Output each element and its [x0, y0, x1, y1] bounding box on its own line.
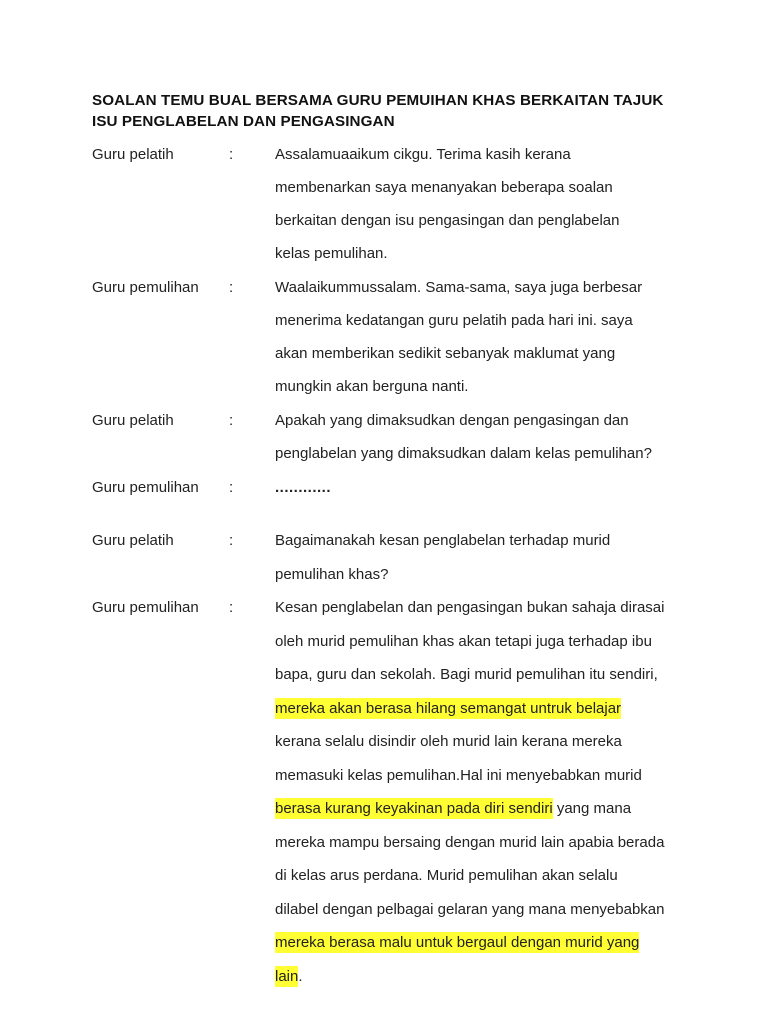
dialogue-line: mungkin akan berguna nanti.: [275, 378, 469, 395]
dialogue-line: kerana selalu disindir oleh murid lain kerana mereka: [275, 733, 622, 750]
dialogue-line: mereka mampu bersaing dengan murid lain apabia berada: [275, 834, 665, 851]
dialogue-line: Assalamuaaikum cikgu. Terima kasih kerana: [275, 146, 571, 163]
speaker-separator: :: [229, 146, 234, 163]
dialogue-line-highlighted: [275, 967, 303, 987]
dialogue-line: akan memberikan sedikit sebanyak maklumat yang: [275, 345, 616, 362]
dialogue-line: menerima kedatangan guru pelatih pada hari ini. saya: [275, 312, 633, 329]
dialogue-line: memasuki kelas pemulihan.Hal ini menyebabkan murid: [275, 767, 642, 784]
highlighted-text: berasa kurang keyakinan pada diri sendiri: [275, 800, 553, 817]
dialogue-line: di kelas arus perdana. Murid pemulihan akan selalu: [275, 867, 618, 884]
dialogue-line: kelas pemulihan.: [275, 245, 388, 262]
dialogue-line: membenarkan saya menanyakan beberapa soalan: [275, 179, 613, 196]
dialogue-line-highlighted: [275, 699, 621, 719]
dialogue-line: Bagaimanakah kesan penglabelan terhadap murid: [275, 532, 611, 549]
dialogue-line: oleh murid pemulihan khas akan tetapi juga terhadap ibu: [275, 633, 652, 650]
dialogue-line: dilabel dengan pelbagai gelaran yang mana menyebabkan: [275, 901, 665, 918]
speaker-label: Guru pemulihan: [92, 599, 199, 616]
speaker-separator: :: [229, 412, 234, 429]
dialogue-line: Waalaikummussalam. Sama-sama, saya juga berbesar: [275, 279, 643, 296]
speaker-label: Guru pelatih: [92, 532, 174, 549]
document-title: [92, 90, 702, 132]
speaker-separator: :: [229, 599, 234, 616]
speaker-separator: :: [229, 279, 234, 296]
dialogue-line-highlighted: [275, 799, 631, 819]
speaker-label: Guru pemulihan: [92, 479, 199, 496]
highlighted-text: mereka akan berasa hilang semangat untruk belajar: [275, 700, 622, 717]
speaker-separator: :: [229, 479, 234, 496]
speaker-separator: :: [229, 532, 234, 549]
dialogue-line: pemulihan khas?: [275, 566, 389, 583]
highlighted-text: mereka berasa malu untuk bergaul dengan murid yang: [275, 934, 640, 951]
dialogue-line: Kesan penglabelan dan pengasingan bukan sahaja dirasai: [275, 599, 665, 616]
speaker-label: Guru pelatih: [92, 412, 174, 429]
dialogue-line: Apakah yang dimaksudkan dengan pengasingan dan: [275, 412, 629, 429]
dialogue-line-highlighted: [275, 933, 639, 953]
plain-text: .: [298, 968, 303, 985]
title-line-1: SOALAN TEMU BUAL BERSAMA GURU PEMUIHAN KHAS BERKAITAN TAJUK: [92, 92, 664, 109]
dialogue-line: berkaitan dengan isu pengasingan dan penglabelan: [275, 212, 620, 229]
title-line-2: ISU PENGLABELAN DAN PENGASINGAN: [92, 113, 395, 130]
answer-placeholder: ............: [275, 479, 332, 496]
plain-text: yang mana: [556, 800, 632, 817]
highlighted-text: lain: [275, 968, 299, 985]
speaker-label: Guru pemulihan: [92, 279, 199, 296]
dialogue-line: penglabelan yang dimaksudkan dalam kelas pemulihan?: [275, 445, 652, 462]
dialogue-line: bapa, guru dan sekolah. Bagi murid pemulihan itu sendiri,: [275, 666, 658, 683]
speaker-label: Guru pelatih: [92, 146, 174, 163]
